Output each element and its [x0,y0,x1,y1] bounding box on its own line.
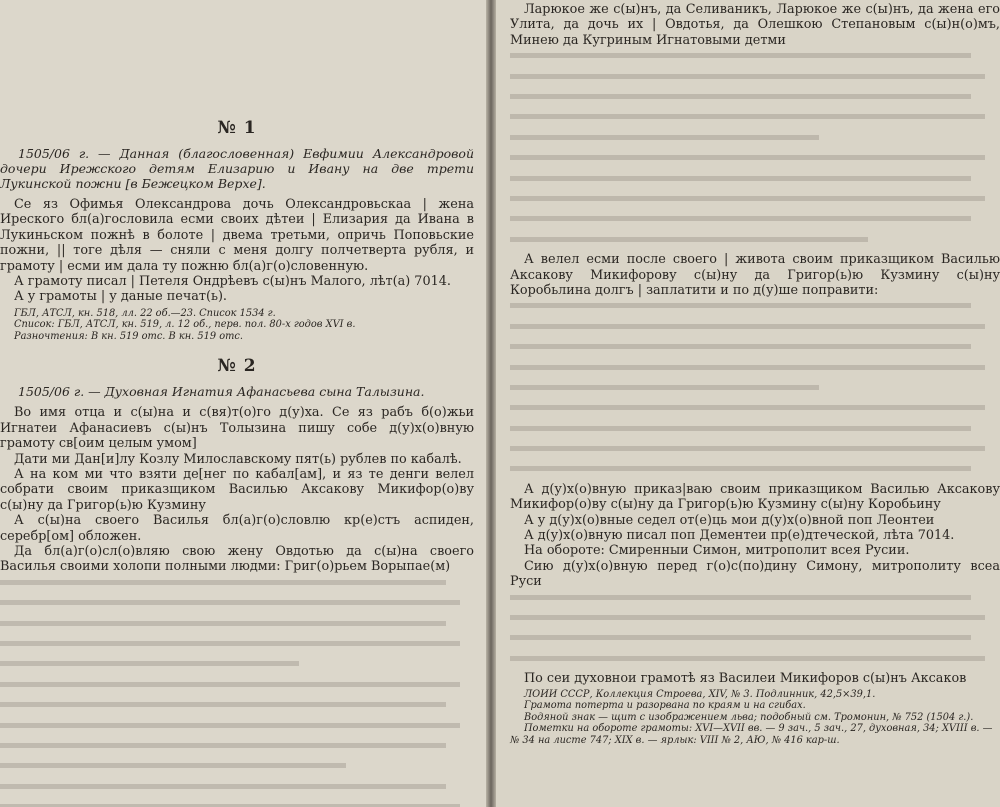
text-line-placeholder [510,656,1000,671]
text-line-bar [510,216,971,221]
text-line-bar [510,94,971,99]
document-heading-2: 1505/06 г. — Духовная Игнатия Афанасьева сына Талызина. [18,384,425,400]
doc1-paragraph-2: А грамоту писал | Петеля Ондрѣевъ с(ы)нъ Малого, лѣт(а) 7014. [14,274,451,290]
right-paragraph-3: А у д(у)х(о)вные седел от(е)ць мои д(у)х(о)вной поп Леонтеи [524,512,935,528]
text-line-bar [0,763,346,768]
doc1-note-1: ГБЛ, АТСЛ, кн. 518, лл. 22 об.—23. Список 1534 г. [14,307,276,319]
document-number-1: № 1 [217,118,257,138]
text-line-placeholder [510,344,1000,359]
right-text-lines [510,53,1000,252]
text-line-bar [510,595,971,600]
text-line-placeholder [0,682,474,697]
text-line-bar [510,385,819,390]
doc2-paragraph-2: Дати ми Дан[и]лу Козлу Милославскому пят(ь) рублев по кабалѣ. [14,451,462,467]
text-line-placeholder [0,723,474,738]
text-line-placeholder [0,600,474,615]
right-paragraph-7: По сеи духовнои грамотѣ яз Василеи Микифоров с(ы)нъ Аксаков [524,671,967,687]
document-heading-1: 1505/06 г. — Данная (благословенная) Евфимии Александровой дочери Ирежского детям Елизарию и Ивану на две трети Лукинской пожни [в Бежецком Верхе]. [0,146,474,191]
text-line-placeholder [510,635,1000,650]
right-page [496,0,1000,807]
text-line-placeholder [510,615,1000,630]
text-line-bar [510,344,971,349]
text-line-placeholder [510,466,1000,481]
text-line-bar [0,641,460,646]
text-line-bar [0,580,446,585]
text-line-bar [0,682,460,687]
text-line-bar [510,176,971,181]
doc2-paragraph-1: Во имя отца и с(ы)на и с(вя)т(о)го д(у)ха. Се яз рабъ б(о)жьи Игнатеи Афанасиевъ с(ы)нъ Толызина пишу собе д(у)х(о)вную грамоту св[оим целым умом] [0,405,474,452]
text-line-placeholder [510,426,1000,441]
text-line-placeholder [510,155,1000,170]
doc1-note-3: Разночтения: В кн. 519 отс. В кн. 519 отс. [14,330,243,342]
text-line-bar [0,743,446,748]
doc2-paragraph-4: А с(ы)на своего Василья бл(а)г(о)словлю кр(е)стъ аспиден, серебр[ом] обложен. [0,513,474,544]
right-paragraph-6: Сию д(у)х(о)вную перед г(о)с(по)дину Симону, митрополиту всеа Руси [510,558,1000,590]
text-line-bar [0,600,460,605]
text-line-placeholder [0,661,474,676]
text-line-placeholder [510,114,1000,129]
right-note-4: Пометки на обороте грамоты: XVI—XVII вв. — 9 зач., 5 зач., 27, духовная, 34; XVIII в. — № 34 на листе 747; XIX в. — ярлык: VIII № 2, АЮ, № 416 кар-ш. [510,723,993,746]
right-text-lines [510,303,1000,482]
doc1-paragraph-3: А у грамоты | у даные печат(ь). [14,289,228,305]
text-line-bar [0,661,299,666]
right-note-2: Грамота потерта и разорвана по краям и на сгибах. [524,700,806,712]
text-line-bar [510,426,971,431]
text-line-bar [0,702,446,707]
text-line-placeholder [510,94,1000,109]
text-line-bar [510,53,971,58]
text-line-bar [510,196,985,201]
right-paragraph-4: А д(у)х(о)вную писал поп Дементеи пр(е)дтеческой, лѣта 7014. [524,528,955,544]
text-line-bar [510,405,985,410]
text-line-bar [510,615,985,620]
text-line-placeholder [0,702,474,717]
doc1-note-2: Список: ГБЛ, АТСЛ, кн. 519, л. 12 об., перв. пол. 80-х годов XVI в. [14,319,356,331]
text-line-placeholder [0,580,474,595]
right-paragraph-2: А д(у)х(о)вную приказ|ваю своим приказщиком Василью Аксакову Микифор(о)ву с(ы)ну да Григор(ь)ю Кузмину с(ы)ну Коробьину [510,481,1000,513]
text-line-bar [510,135,819,140]
doc2-continuation-lines [0,580,474,807]
text-line-bar [510,365,985,370]
text-line-bar [510,114,985,119]
text-line-placeholder [510,74,1000,89]
text-line-bar [510,155,985,160]
document-number-2: № 2 [217,356,257,377]
text-line-placeholder [510,365,1000,380]
text-line-placeholder [510,135,1000,150]
text-line-placeholder [510,385,1000,400]
text-line-placeholder [0,784,474,799]
text-line-bar [510,635,971,640]
left-page [0,0,486,807]
text-line-bar [510,74,985,79]
text-line-placeholder [510,216,1000,231]
text-line-bar [510,303,971,308]
text-line-placeholder [0,763,474,778]
doc1-paragraph-1: Се яз Офимья Олександрова дочь Олександровьскаа | жена Иреского бл(а)гословила есми своих дѣтеи | Елизария да Ивана в Лукиньском пожнѣ в болоте | двема третьми, опричь Поповьские пожни, || тоге дѣля — сняли с меня долгу полчетверта рубля, и грамоту | есми им дала ту пожню бл(а)г(о)словенную. [0,197,474,274]
right-paragraph-0: Ларюкое же с(ы)нъ, да Селиваникъ, Ларюкое же с(ы)нъ, да жена его Улита, да дочь их | Овдотья, да Олешкою Степановым с(ы)н(о)мъ, Минею да Кугриным Игнатовыми детми [510,2,1000,48]
text-line-bar [0,784,446,789]
text-line-placeholder [510,53,1000,68]
text-line-placeholder [510,324,1000,339]
doc2-paragraph-5: Да бл(а)г(о)сл(о)вляю свою жену Овдотью да с(ы)на своего Василья своими холопи полными людми: Григ(о)рьем Ворыпае(м) [0,544,474,575]
text-line-bar [510,237,868,242]
text-line-placeholder [510,176,1000,191]
text-line-placeholder [0,743,474,758]
text-line-bar [510,324,985,329]
right-text-lines [510,595,1000,672]
text-line-placeholder [510,237,1000,252]
text-line-placeholder [510,196,1000,211]
text-line-bar [510,656,985,661]
right-note-1: ЛОИИ СССР, Коллекция Строева, XIV, № 3. Подлинник, 42,5×39,1. [524,688,876,700]
text-line-placeholder [510,446,1000,461]
text-line-placeholder [0,641,474,656]
text-line-bar [510,466,971,471]
text-line-bar [0,723,460,728]
text-line-placeholder [510,405,1000,420]
book-gutter [486,0,496,807]
text-line-placeholder [510,303,1000,318]
text-line-placeholder [510,595,1000,610]
text-line-bar [0,621,446,626]
right-note-3: Водяной знак — щит с изображением льва; подобный см. Тромонин, № 752 (1504 г.). [524,711,974,723]
doc2-paragraph-3: А на ком ми что взяти де[нег по кабал[ам], и яз те денги велел собрати своим приказщиком Василью Аксакову Микифор(о)ву с(ы)ну да Григор(ь)ю Кузмину [0,466,474,513]
text-line-bar [510,446,985,451]
text-line-placeholder [0,621,474,636]
right-paragraph-1: А велел есми после своего | живота своим приказщиком Василью Аксакову Микифорову с(ы)ну да Григор(ь)ю Кузмину с(ы)ну Коробьлина долгъ | заплатити и по д(у)ше поправити: [510,252,1000,298]
right-paragraph-5: На обороте: Смиренныи Симон, митрополит всея Русии. [524,543,910,559]
